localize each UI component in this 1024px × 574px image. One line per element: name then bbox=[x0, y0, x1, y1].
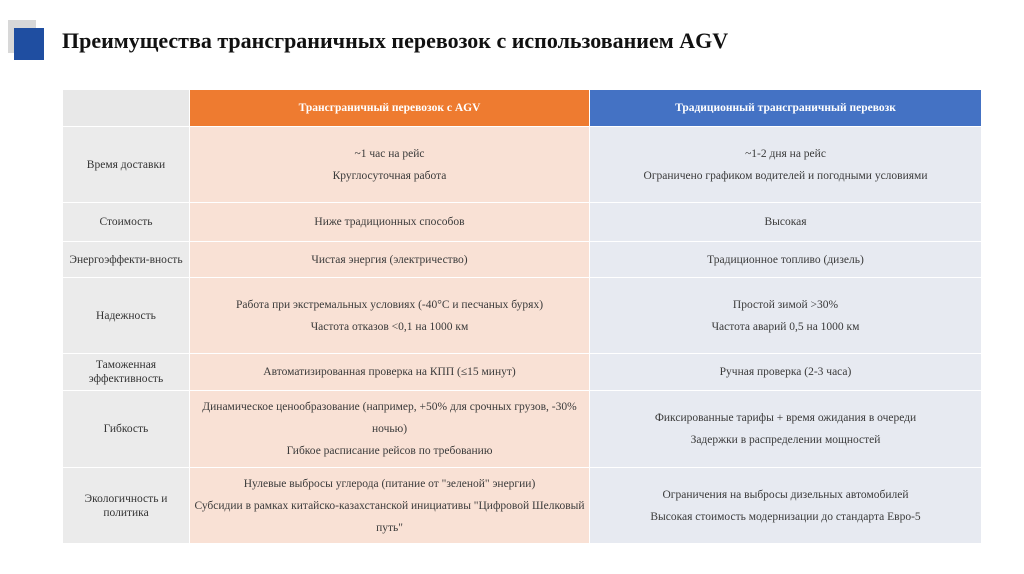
cell-line: Динамическое ценообразование (например, +50% для срочных грузов, -30% ночью) bbox=[202, 401, 577, 435]
row-label: Стоимость bbox=[63, 203, 190, 242]
slide-title: Преимущества трансграничных перевозок с использованием AGV bbox=[62, 28, 729, 53]
table-row bbox=[63, 203, 982, 242]
cell-line: Высокая bbox=[764, 216, 807, 228]
traditional-cell bbox=[590, 127, 982, 203]
row-label: Гибкость bbox=[63, 391, 190, 468]
cell-line: Частота отказов <0,1 на 1000 км bbox=[310, 320, 469, 333]
table-row bbox=[63, 354, 982, 391]
traditional-cell bbox=[590, 278, 982, 354]
row-label: Надежность bbox=[63, 278, 190, 354]
agv-cell bbox=[190, 354, 590, 391]
header-empty-cell bbox=[63, 90, 190, 127]
cell-line: Частота аварий 0,5 на 1000 км bbox=[711, 320, 860, 333]
traditional-cell bbox=[590, 468, 982, 544]
header-traditional: Традиционный трансграничный перевозк bbox=[590, 90, 982, 127]
table-row bbox=[63, 127, 982, 203]
cell-line: Автоматизированная проверка на КПП (≤15 минут) bbox=[263, 366, 516, 378]
logo-decoration-front bbox=[14, 28, 44, 60]
cell-line: Традиционное топливо (дизель) bbox=[707, 253, 864, 266]
cell-line: ~1-2 дня на рейс bbox=[745, 147, 826, 160]
header-agv: Трансграничный перевозок с AGV bbox=[190, 90, 590, 127]
comparison-table bbox=[62, 89, 982, 544]
table-row bbox=[63, 391, 982, 468]
cell-line: Простой зимой >30% bbox=[732, 298, 839, 311]
table-header-row bbox=[63, 90, 982, 127]
cell-line: Ограничения на выбросы дизельных автомобилей bbox=[662, 488, 909, 501]
cell-line: ~1 час на рейс bbox=[354, 147, 425, 160]
cell-line: Гибкое расписание рейсов по требованию bbox=[286, 445, 493, 457]
cell-line: Чистая энергия (электричество) bbox=[311, 253, 468, 266]
row-label: Энергоэффекти-вность bbox=[63, 242, 190, 278]
cell-line: Нулевые выбросы углерода (питание от "зеленой" энергии) bbox=[243, 477, 536, 490]
row-label: Время доставки bbox=[63, 127, 190, 203]
cell-line: Фиксированные тарифы + время ожидания в очереди bbox=[654, 412, 917, 424]
agv-cell bbox=[190, 242, 590, 278]
cell-line: Работа при экстремальных условиях (-40°C и песчаных бурях) bbox=[235, 298, 544, 311]
agv-cell bbox=[190, 391, 590, 468]
traditional-cell bbox=[590, 391, 982, 468]
agv-cell bbox=[190, 127, 590, 203]
table-row bbox=[63, 468, 982, 544]
cell-line: Высокая стоимость модернизации до стандарта Евро-5 bbox=[650, 510, 921, 523]
cell-line: Субсидии в рамках китайско-казахстанской инициативы "Цифровой Шелковый путь" bbox=[194, 499, 585, 534]
table-row bbox=[63, 278, 982, 354]
row-label: Экологичность и политика bbox=[63, 468, 190, 544]
cell-line: Задержки в распределении мощностей bbox=[690, 434, 881, 446]
cell-line: Ограничено графиком водителей и погодными условиями bbox=[643, 169, 928, 182]
cell-line: Ниже традиционных способов bbox=[314, 216, 465, 228]
traditional-cell bbox=[590, 203, 982, 242]
cell-line: Круглосуточная работа bbox=[332, 169, 447, 182]
row-label: Таможенная эффективность bbox=[63, 354, 190, 391]
traditional-cell bbox=[590, 242, 982, 278]
agv-cell bbox=[190, 468, 590, 544]
agv-cell bbox=[190, 278, 590, 354]
table-row bbox=[63, 242, 982, 278]
cell-line: Ручная проверка (2-3 часа) bbox=[719, 366, 852, 378]
agv-cell bbox=[190, 203, 590, 242]
traditional-cell bbox=[590, 354, 982, 391]
